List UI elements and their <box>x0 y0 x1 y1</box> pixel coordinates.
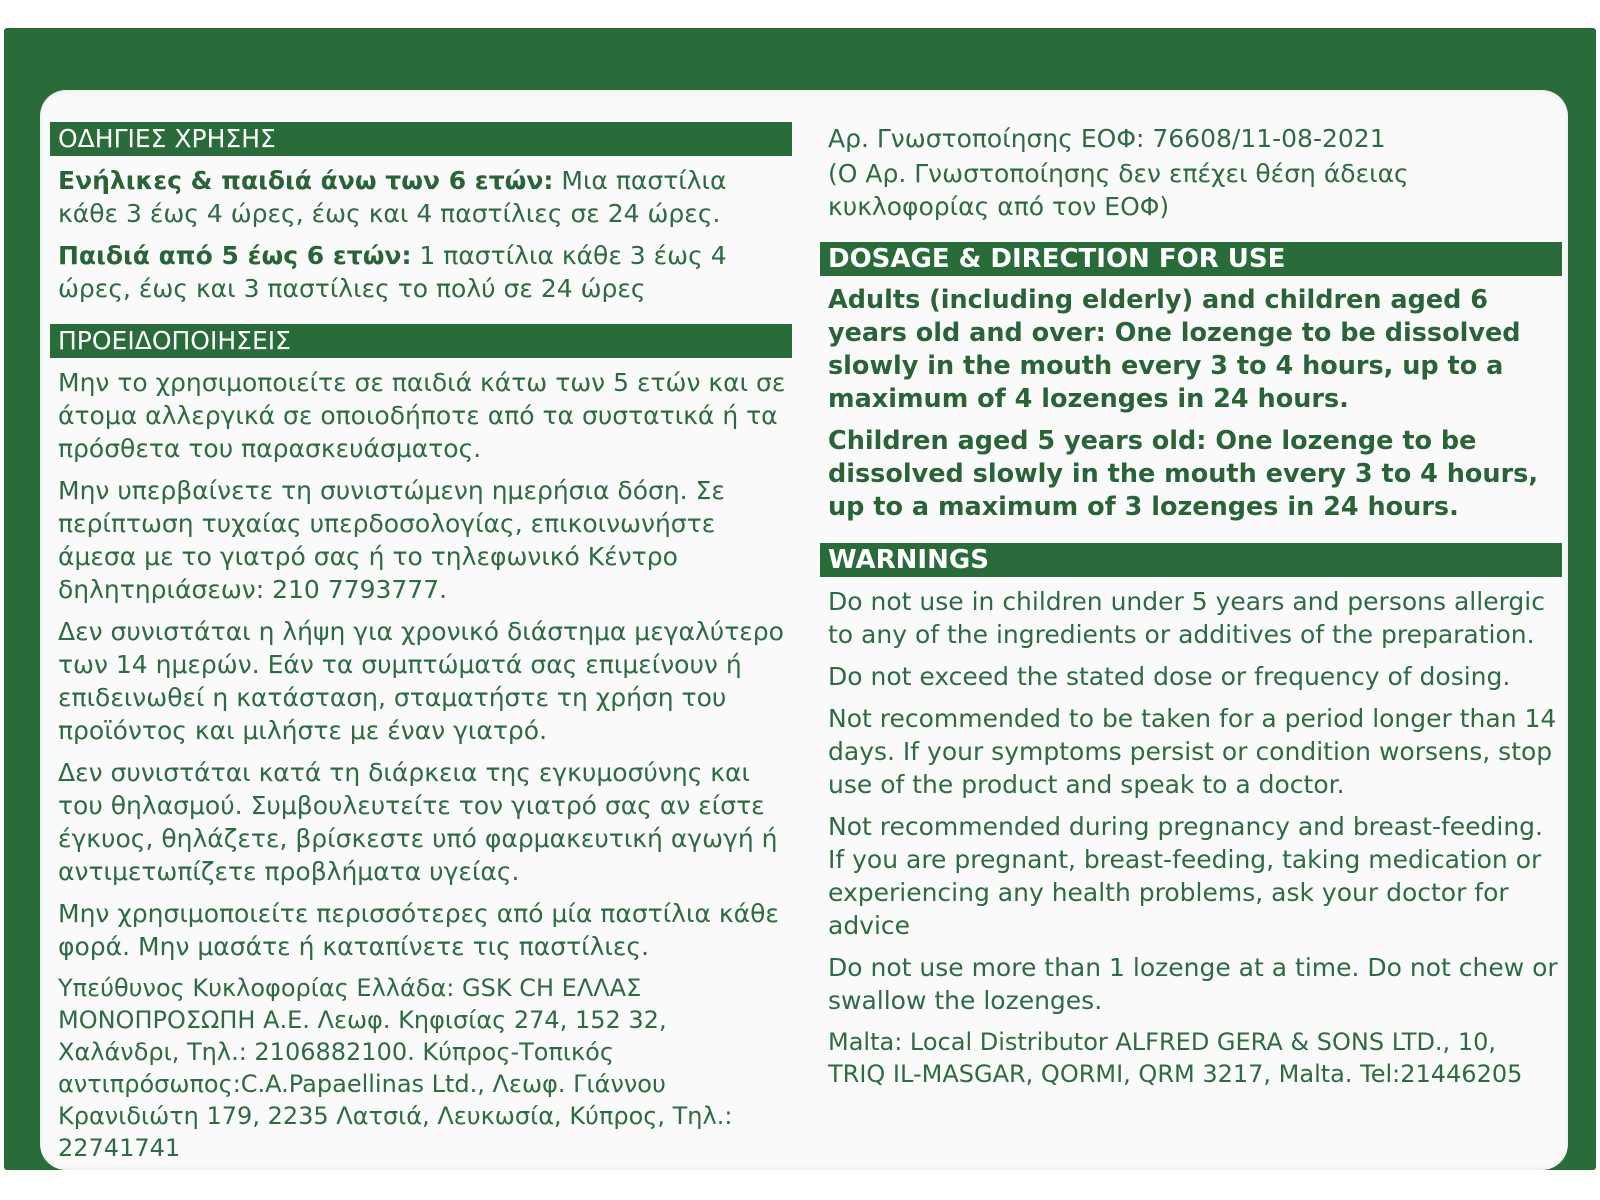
warning-paragraph: Do not exceed the stated dose or frequency of dosing. <box>828 662 1511 691</box>
adults-label: Adults (including elderly) and children aged 6 years old and over: <box>828 285 1489 348</box>
dosage-heading: DOSAGE & DIRECTION FOR USE <box>820 242 1562 276</box>
warning-paragraph: Do not use in children under 5 years and persons allergic to any of the ingredients or additives of the preparation. <box>828 587 1545 649</box>
greek-warning-paragraph: Μην υπερβαίνετε τη συνιστώμενη ημερήσια δόση. Σε περίπτωση τυχαίας υπερδοσολογίας, επικοινωνήστε άμεσα με το γιατρό σας ή το τηλεφωνικό Κέντρο δηλητηριάσεων: 210 7793777. <box>58 476 725 604</box>
greek-usage-heading: ΟΔΗΓΙΕΣ ΧΡΗΣΗΣ <box>50 122 792 156</box>
greek-children-dosage <box>50 239 792 305</box>
adults-text: One lozenge to be dissolved slowly in the mouth every 3 to 4 hours, up to a maximum of 4 lozenges in 24 hours. <box>828 318 1521 414</box>
spacer <box>50 314 792 324</box>
greek-column <box>50 122 792 1164</box>
spacer <box>820 232 1562 242</box>
label-panel <box>40 90 1568 1170</box>
children-label: Children aged 5 years old: <box>828 426 1207 456</box>
greek-warning-paragraph: Μην το χρησιμοποιείτε σε παιδιά κάτω των 5 ετών και σε άτομα αλλεργικά σε οποιοδήποτε από τα συστατικά ή τα πρόσθετα του παρασκευάσματος. <box>58 368 786 463</box>
warning-paragraph: Not recommended to be taken for a period longer than 14 days. If your symptoms persist or condition worsens, stop use of the product and speak to a doctor. <box>828 704 1557 799</box>
greek-warning-paragraph: Μην χρησιμοποιείτε περισσότερες από μία παστίλια κάθε φορά. Μην μασάτε ή καταπίνετε τις παστίλιες. <box>58 899 779 961</box>
package-box <box>4 28 1596 1170</box>
warning-paragraph: Do not use more than 1 lozenge at a time. Do not chew or swallow the lozenges. <box>828 953 1558 1015</box>
greek-children-label: Παιδιά από 5 έως 6 ετών: <box>58 241 412 270</box>
malta-distributor-info: Malta: Local Distributor ALFRED GERA & SONS LTD., 10, TRIQ IL-MASGAR, QORMI, QRM 3217, Malta. Tel:21446205 <box>828 1028 1523 1088</box>
warning-paragraph: Not recommended during pregnancy and breast-feeding. If you are pregnant, breast-feeding, taking medication or experiencing any health problems, ask your doctor for advice <box>828 812 1544 940</box>
greek-adults-text: Μια παστίλια κάθε 3 έως 4 ώρες, έως και 4 παστίλιες σε 24 ώρες. <box>58 166 727 228</box>
english-column <box>820 122 1562 1090</box>
notification-number: Αρ. Γνωστοποίησης ΕΟΦ: 76608/11-08-2021 <box>828 124 1386 153</box>
greek-adults-dosage <box>50 164 792 230</box>
greek-warning-paragraph: Δεν συνιστάται κατά τη διάρκεια της εγκυμοσύνης και του θηλασμού. Συμβουλευτείτε τον γιατρό σας αν είστε έγκυος, θηλάζετε, βρίσκεστε υπό φαρμακευτική αγωγή ή αντιμετωπίζετε προβλήματα υγείας. <box>58 758 778 886</box>
spacer <box>820 533 1562 543</box>
greek-warning-paragraph: Δεν συνιστάται η λήψη για χρονικό διάστημα μεγαλύτερο των 14 ημερών. Εάν τα συμπτώματά σας επιμείνουν ή επιδεινωθεί η κατάσταση, σταματήστε τη χρήση του προϊόντος και μιλήστε με έναν γιατρό. <box>58 617 784 745</box>
adults-dosage <box>820 284 1562 416</box>
children-dosage <box>820 425 1562 524</box>
warnings-heading: WARNINGS <box>820 543 1562 577</box>
greek-warnings-heading: ΠΡΟΕΙΔΟΠΟΙΗΣΕΙΣ <box>50 324 792 358</box>
notification-note: (Ο Αρ. Γνωστοποίησης δεν επέχει θέση άδειας κυκλοφορίας από τον ΕΟΦ) <box>828 159 1409 221</box>
greek-children-text: 1 παστίλια κάθε 3 έως 4 ώρες, έως και 3 παστίλιες το πολύ σε 24 ώρες <box>58 241 727 303</box>
greek-distributor-info: Υπεύθυνος Κυκλοφορίας Ελλάδα: GSK CH ΕΛΛΑΣ ΜΟΝΟΠΡΟΣΩΠΗ Α.Ε. Λεωφ. Κηφισίας 274, 152 32, Χαλάνδρι, Τηλ.: 2106882100. Κύπρος-Τοπικός αντιπρόσωπος:C.A.Papaellinas Ltd., Λεωφ. Γιάννου Κρανιδιώτη 179, 2235 Λατσιά, Λευκωσία, Κύπρος, Τηλ.: 22741741 <box>58 974 733 1162</box>
greek-adults-label: Ενήλικες & παιδιά άνω των 6 ετών: <box>58 166 554 195</box>
children-text: One lozenge to be dissolved slowly in the mouth every 3 to 4 hours, up to a maximum of 3 lozenges in 24 hours. <box>828 426 1539 522</box>
